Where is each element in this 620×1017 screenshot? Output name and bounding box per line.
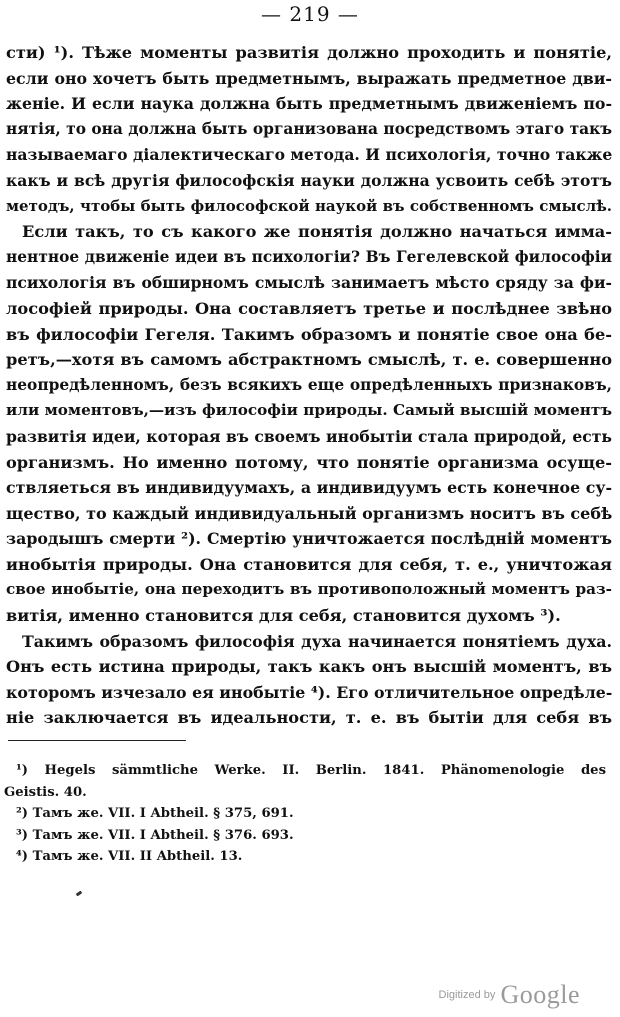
text-line: щество, то каждый индивидуальный организмъ носитъ въ себѣ	[6, 503, 613, 523]
footnote-divider	[8, 740, 186, 741]
text-line: свое инобытіе, она переходитъ въ противоположный моментъ раз-	[6, 580, 612, 599]
text-line: зародышъ смерти ²). Смертію уничтожается послѣдній моментъ	[6, 529, 612, 549]
text-line: какъ и всѣ другія философскія науки должна усвоить себѣ этотъ	[6, 170, 612, 190]
text-line: методъ, чтобы быть философской наукой въ собственномъ смыслѣ.	[6, 196, 612, 215]
footnote-line: ⁴) Тамъ же. VII. II Abtheil. 13.	[16, 849, 243, 864]
body-text	[6, 40, 612, 731]
text-line: витія, именно становится для себя, становится духомъ ³).	[6, 606, 561, 626]
text-line: развитія идеи, которая въ своемъ инобытіи стала природой, есть	[6, 426, 612, 446]
text-line: которомъ изчезало ея инобытіе ⁴). Его отличительное опредѣле-	[6, 682, 613, 702]
paragraph	[6, 40, 612, 219]
text-line: ствляеться въ индивидуумахъ, а индивидуумъ есть конечное су-	[6, 478, 612, 498]
text-line: нентное движеніе идеи въ психологіи? Въ Гегелевской философіи	[6, 247, 612, 266]
text-line: сти) ¹). Тѣже моменты развитія должно проходить и понятіе,	[6, 43, 612, 62]
page-number: — 219 —	[261, 2, 359, 26]
text-line: называемаго діалектическаго метода. И психологія, точно также	[6, 145, 613, 165]
text-line: или моментовъ,—изъ философіи природы. Самый высшій моментъ	[6, 401, 612, 420]
text-line: инобытія природы. Она становится для себя, т. е., уничтожая	[6, 554, 612, 574]
paragraph	[6, 219, 612, 629]
text-line: ніе заключается въ идеальности, т. е. въ бытіи для себя въ	[6, 708, 612, 728]
text-line: организмъ. Но именно потому, что понятіе организма осуще-	[6, 452, 612, 472]
text-line: психологія въ обширномъ смыслѣ занимаетъ мѣсто сряду за фи-	[6, 273, 612, 293]
paragraph	[6, 629, 612, 731]
footnote-line: ¹) Hegels sämmtliche Werke. II. Berlin. 1841. Phänomenologie des	[16, 763, 606, 778]
watermark-prefix: Digitized by	[438, 989, 496, 1001]
footnote-line: ³) Тамъ же. VII. I Abtheil. § 376. 693.	[16, 827, 294, 843]
watermark-logo: Google	[500, 980, 580, 1009]
text-line: неопредѣленномъ, безъ всякихъ еще опредѣленныхъ признаковъ,	[6, 375, 612, 394]
text-line: Онъ есть истина природы, такъ какъ онъ высшій моментъ, въ	[6, 657, 612, 677]
text-line: женіе. И если наука должна быть предметнымъ движеніемъ по-	[6, 94, 612, 114]
text-line: Если такъ, то съ какого же понятія должно начаться имма-	[22, 222, 612, 242]
digitized-watermark	[439, 980, 581, 1010]
text-line: ретъ,—хотя въ самомъ абстрактномъ смыслѣ, т. е. совершенно	[6, 350, 612, 370]
ink-speck	[76, 891, 83, 897]
text-line: нятія, то она должна быть организована посредствомъ этаго такъ	[6, 119, 612, 138]
text-line: если оно хочетъ быть предметнымъ, выражать предметное дви-	[6, 68, 612, 88]
text-line: лософіей природы. Она составляетъ третье и послѣднее звѣно	[6, 298, 612, 318]
text-line: Такимъ образомъ философія духа начинается понятіемъ духа.	[22, 631, 612, 651]
footnote-line: ²) Тамъ же. VII. I Abtheil. § 375, 691.	[16, 806, 294, 821]
text-line: въ философіи Гегеля. Такимъ образомъ и понятіе свое она бе-	[6, 324, 612, 344]
footnote-line: Geistis. 40.	[4, 784, 87, 800]
footnotes	[4, 760, 606, 868]
